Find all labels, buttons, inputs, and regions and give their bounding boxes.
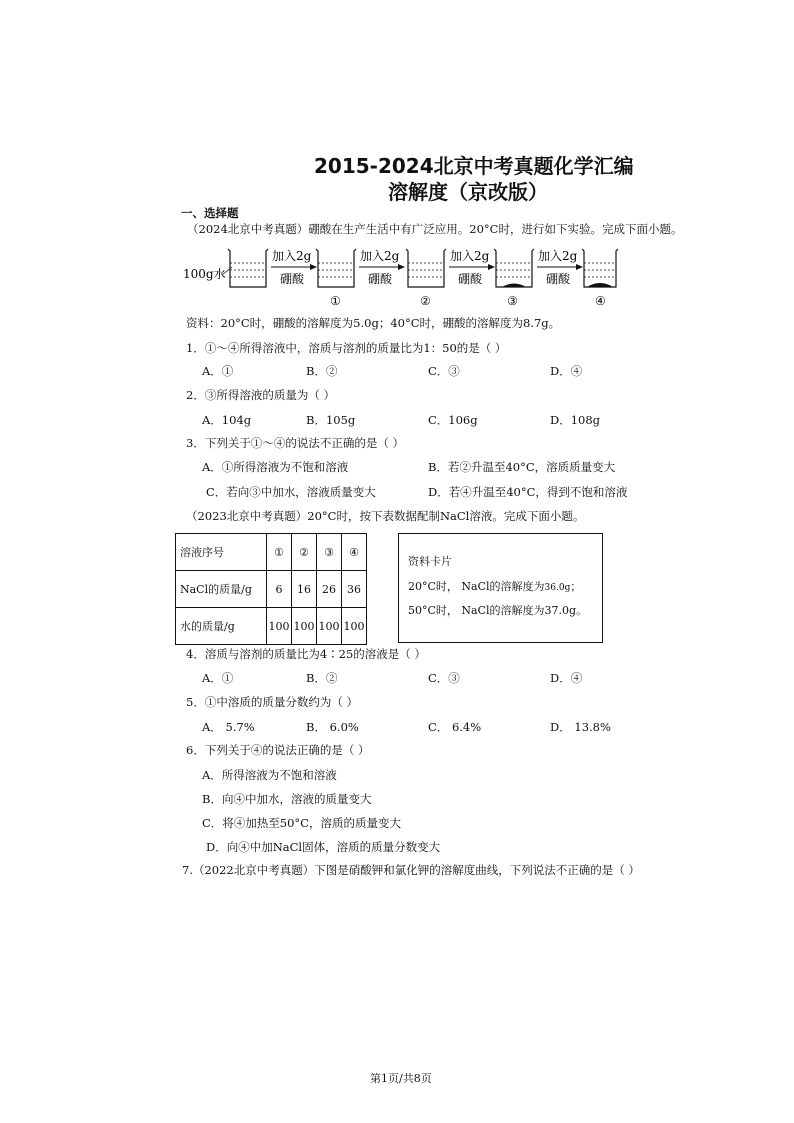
add-label: 加入2g bbox=[272, 249, 312, 263]
q1-option-d[interactable]: D．④ bbox=[550, 364, 583, 378]
question-7-stem: 7.（2022北京中考真题）下图是硝酸钾和氯化钾的溶解度曲线，下列说法不正确的是（ ） bbox=[182, 863, 640, 877]
question-4-stem: 4．溶质与溶剂的质量比为4∶25的溶液是（ ） bbox=[186, 647, 426, 661]
page-subtitle: 溶解度（京改版） bbox=[388, 180, 548, 204]
q4-option-b[interactable]: B．② bbox=[306, 671, 338, 685]
q5-option-d[interactable]: D． 13.8% bbox=[550, 720, 611, 734]
table-row bbox=[176, 608, 367, 645]
section-heading: 一、选择题 bbox=[181, 206, 239, 220]
resource-card-line-2: 50°C时， NaCl的溶解度为37.0g。 bbox=[408, 604, 588, 617]
add-label: 加入2g bbox=[538, 249, 578, 263]
q1-option-a[interactable]: A．① bbox=[202, 364, 234, 378]
q3-option-c[interactable]: C．若向③中加水，溶液质量变大 bbox=[206, 485, 376, 499]
q3-option-d[interactable]: D．若④升温至40°C，得到不饱和溶液 bbox=[428, 485, 628, 499]
table-cell: 100 bbox=[292, 608, 317, 645]
question-3-stem: 3．下列关于①～④的说法不正确的是（ ） bbox=[186, 436, 404, 450]
q2-option-b[interactable]: B．105g bbox=[306, 413, 356, 427]
substance-label: 硼酸 bbox=[546, 272, 571, 286]
intro-2024: （2024北京中考真题）硼酸在生产生活中有广泛应用。20°C时，进行如下实验。完成下面小题。 bbox=[187, 222, 683, 236]
question-1-stem: 1．①～④所得溶液中，溶质与溶剂的质量比为1：50的是（ ） bbox=[186, 341, 507, 355]
q5-option-b[interactable]: B． 6.0% bbox=[306, 720, 359, 734]
question-6-stem: 6．下列关于④的说法正确的是（ ） bbox=[186, 743, 370, 757]
experiment-diagram bbox=[180, 243, 620, 309]
q2-option-d[interactable]: D．108g bbox=[550, 413, 601, 427]
table-cell: 36 bbox=[342, 571, 367, 608]
page-number: 第1页/共8页 bbox=[370, 1072, 432, 1085]
beaker-label-3: ③ bbox=[507, 294, 518, 308]
table-header-cell: 水的质量/g bbox=[176, 608, 267, 645]
q4-option-a[interactable]: A．① bbox=[202, 671, 234, 685]
q6-option-a[interactable]: A．所得溶液为不饱和溶液 bbox=[202, 768, 337, 782]
table-cell: ④ bbox=[342, 534, 367, 571]
q6-option-c[interactable]: C．将④加热至50°C，溶质的质量变大 bbox=[202, 816, 401, 830]
table-cell: ① bbox=[267, 534, 292, 571]
intro-2023: （2023北京中考真题）20°C时，按下表数据配制NaCl溶液。完成下面小题。 bbox=[186, 509, 585, 523]
beaker-label-2: ② bbox=[420, 294, 431, 308]
q2-option-a[interactable]: A．104g bbox=[202, 413, 252, 427]
add-arrow-1 bbox=[271, 248, 317, 286]
add-label: 加入2g bbox=[360, 249, 400, 263]
beaker-initial bbox=[228, 249, 268, 287]
page-title: 2015-2024北京中考真题化学汇编 bbox=[314, 154, 634, 178]
table-cell: ③ bbox=[317, 534, 342, 571]
substance-label: 硼酸 bbox=[458, 272, 483, 286]
beaker-4 bbox=[582, 249, 618, 308]
sediment-icon bbox=[502, 284, 526, 288]
beaker-2 bbox=[406, 249, 446, 308]
add-arrow-2 bbox=[359, 248, 405, 286]
nacl-data-table bbox=[175, 533, 367, 645]
q3-option-b[interactable]: B．若②升温至40°C，溶质质量变大 bbox=[428, 460, 616, 474]
q5-option-c[interactable]: C． 6.4% bbox=[428, 720, 482, 734]
add-label: 加入2g bbox=[450, 249, 490, 263]
q5-option-a[interactable]: A． 5.7% bbox=[202, 720, 255, 734]
q2-option-c[interactable]: C．106g bbox=[428, 413, 478, 427]
table-cell: 100 bbox=[342, 608, 367, 645]
q1-option-c[interactable]: C．③ bbox=[428, 364, 460, 378]
substance-label: 硼酸 bbox=[280, 272, 305, 286]
q3-option-a[interactable]: A．①所得溶液为不饱和溶液 bbox=[202, 460, 349, 474]
beaker-3 bbox=[494, 249, 534, 308]
table-row bbox=[176, 571, 367, 608]
table-cell: 6 bbox=[267, 571, 292, 608]
table-cell: 100 bbox=[267, 608, 292, 645]
table-cell: 16 bbox=[292, 571, 317, 608]
table-row bbox=[176, 534, 367, 571]
water-label: 100g水 bbox=[183, 267, 226, 281]
resource-card-title: 资料卡片 bbox=[408, 555, 452, 568]
beaker-1 bbox=[316, 249, 356, 308]
q6-option-d[interactable]: D．向④中加NaCl固体，溶质的质量分数变大 bbox=[206, 840, 441, 854]
substance-label: 硼酸 bbox=[368, 272, 393, 286]
question-2-stem: 2．③所得溶液的质量为（ ） bbox=[186, 388, 335, 402]
table-header-cell: NaCl的质量/g bbox=[176, 571, 267, 608]
q4-option-d[interactable]: D．④ bbox=[550, 671, 583, 685]
table-header-cell: 溶液序号 bbox=[176, 534, 267, 571]
beaker-label-1: ① bbox=[330, 294, 341, 308]
q6-option-b[interactable]: B．向④中加水，溶液的质量变大 bbox=[202, 792, 372, 806]
q4-option-c[interactable]: C．③ bbox=[428, 671, 460, 685]
resource-card-line-1: 20°C时， NaCl的溶解度为36.0g； bbox=[408, 580, 582, 593]
table-cell: ② bbox=[292, 534, 317, 571]
sediment-icon bbox=[587, 283, 613, 287]
q1-option-b[interactable]: B．② bbox=[306, 364, 338, 378]
question-5-stem: 5．①中溶质的质量分数约为（ ） bbox=[186, 695, 358, 709]
add-arrow-4 bbox=[537, 248, 583, 286]
resource-card bbox=[398, 533, 603, 643]
table-cell: 26 bbox=[317, 571, 342, 608]
resource-note: 资料：20°C时，硼酸的溶解度为5.0g；40°C时，硼酸的溶解度为8.7g。 bbox=[186, 316, 561, 330]
table-cell: 100 bbox=[317, 608, 342, 645]
add-arrow-3 bbox=[449, 248, 495, 286]
beaker-label-4: ④ bbox=[595, 294, 606, 308]
